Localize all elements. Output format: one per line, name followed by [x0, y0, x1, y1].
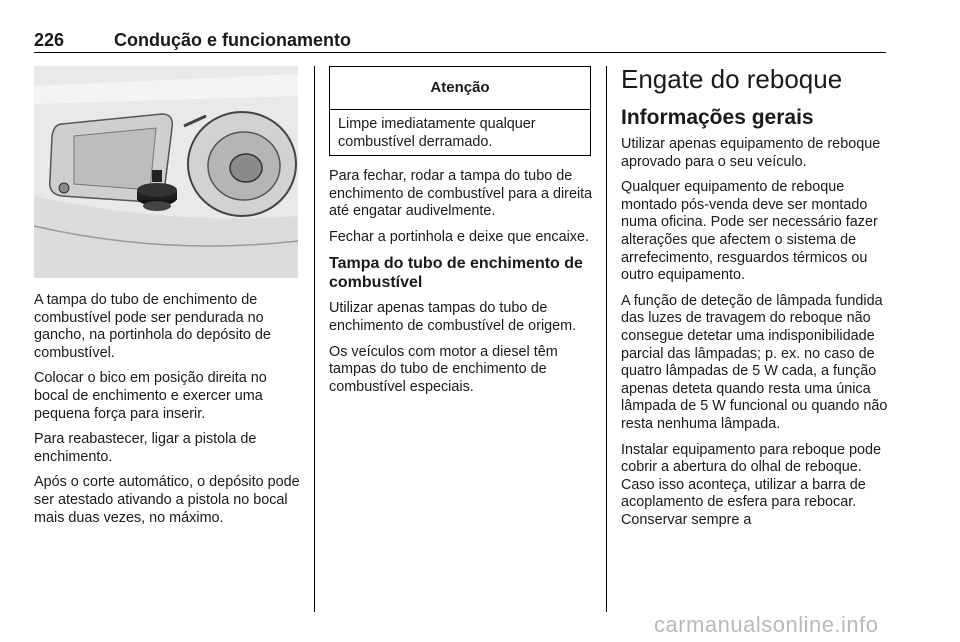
paragraph: Instalar equipamento para reboque pode cobrir a abertura do olhal de reboque. Caso isso aconteça, utilizar a barra de acoplamento de esfera para rebocar. Conservar sempre a [621, 441, 882, 528]
paragraph: A tampa do tubo de enchimento de combustível pode ser pendurada no gancho, na portinhola do depósito de combustível. [34, 292, 271, 361]
paragraph: Após o corte automático, o depósito pode ser atestado ativando a pistola no bocal mais duas vezes, no máximo. [34, 474, 300, 526]
paragraph: A função de deteção de lâmpada fundida das luzes de travagem do reboque não consegue detetar uma indisponibilidade parcial das lâmpadas; p. ex. no caso de quatro lâmpadas de 5 W cada, a função apenas deteta quando resta uma única lâmpada de 5 W funcional ou quando não resta nenhuma lâmpada. [621, 292, 888, 432]
warning-box [329, 66, 591, 156]
page-number: 226 [34, 30, 65, 50]
watermark: carmanualsonline.info [654, 612, 879, 637]
warning-title: Atenção [330, 67, 590, 110]
paragraph: Utilizar apenas tampas do tubo de enchimento de combustível de origem. [329, 300, 577, 334]
section-subheading: Informações gerais [621, 106, 814, 129]
paragraph: Os veículos com motor a diesel têm tampas do tubo de enchimento de combustível especiais. [329, 343, 558, 395]
paragraph: Qualquer equipamento de reboque montado pós-venda deve ser montado numa oficina. Pode ser necessário fazer alterações que afectem o sistema de arrefecimento, resguardos térmicos ou outro equipamento. [621, 179, 878, 284]
fuel-filler-drawing [34, 66, 298, 278]
page-title: Condução e funcionamento [114, 30, 352, 50]
paragraph: Fechar a portinhola e deixe que encaixe. [329, 228, 590, 245]
section-subheading: Tampa do tubo de enchimento de combustível [329, 255, 583, 292]
paragraph: Colocar o bico em posição direita no bocal de enchimento e exercer uma pequena força para inserir. [34, 370, 267, 422]
paragraph: Para fechar, rodar a tampa do tubo de enchimento de combustível para a direita até engatar audivelmente. [329, 168, 593, 220]
section-heading: Engate do reboque [621, 64, 843, 94]
column-middle [329, 168, 593, 404]
page-header [34, 30, 886, 54]
column-divider-left [314, 66, 315, 612]
paragraph: Utilizar apenas equipamento de reboque aprovado para o seu veículo. [621, 136, 881, 170]
column-left [34, 292, 300, 535]
warning-text: Limpe imediatamente qualquer combustível derramado. [338, 116, 536, 150]
column-divider-right [606, 66, 607, 612]
header-rule [34, 52, 886, 53]
fuel-filler-illustration [34, 66, 298, 278]
column-right [621, 136, 889, 537]
paragraph: Para reabastecer, ligar a pistola de enchimento. [34, 431, 257, 465]
